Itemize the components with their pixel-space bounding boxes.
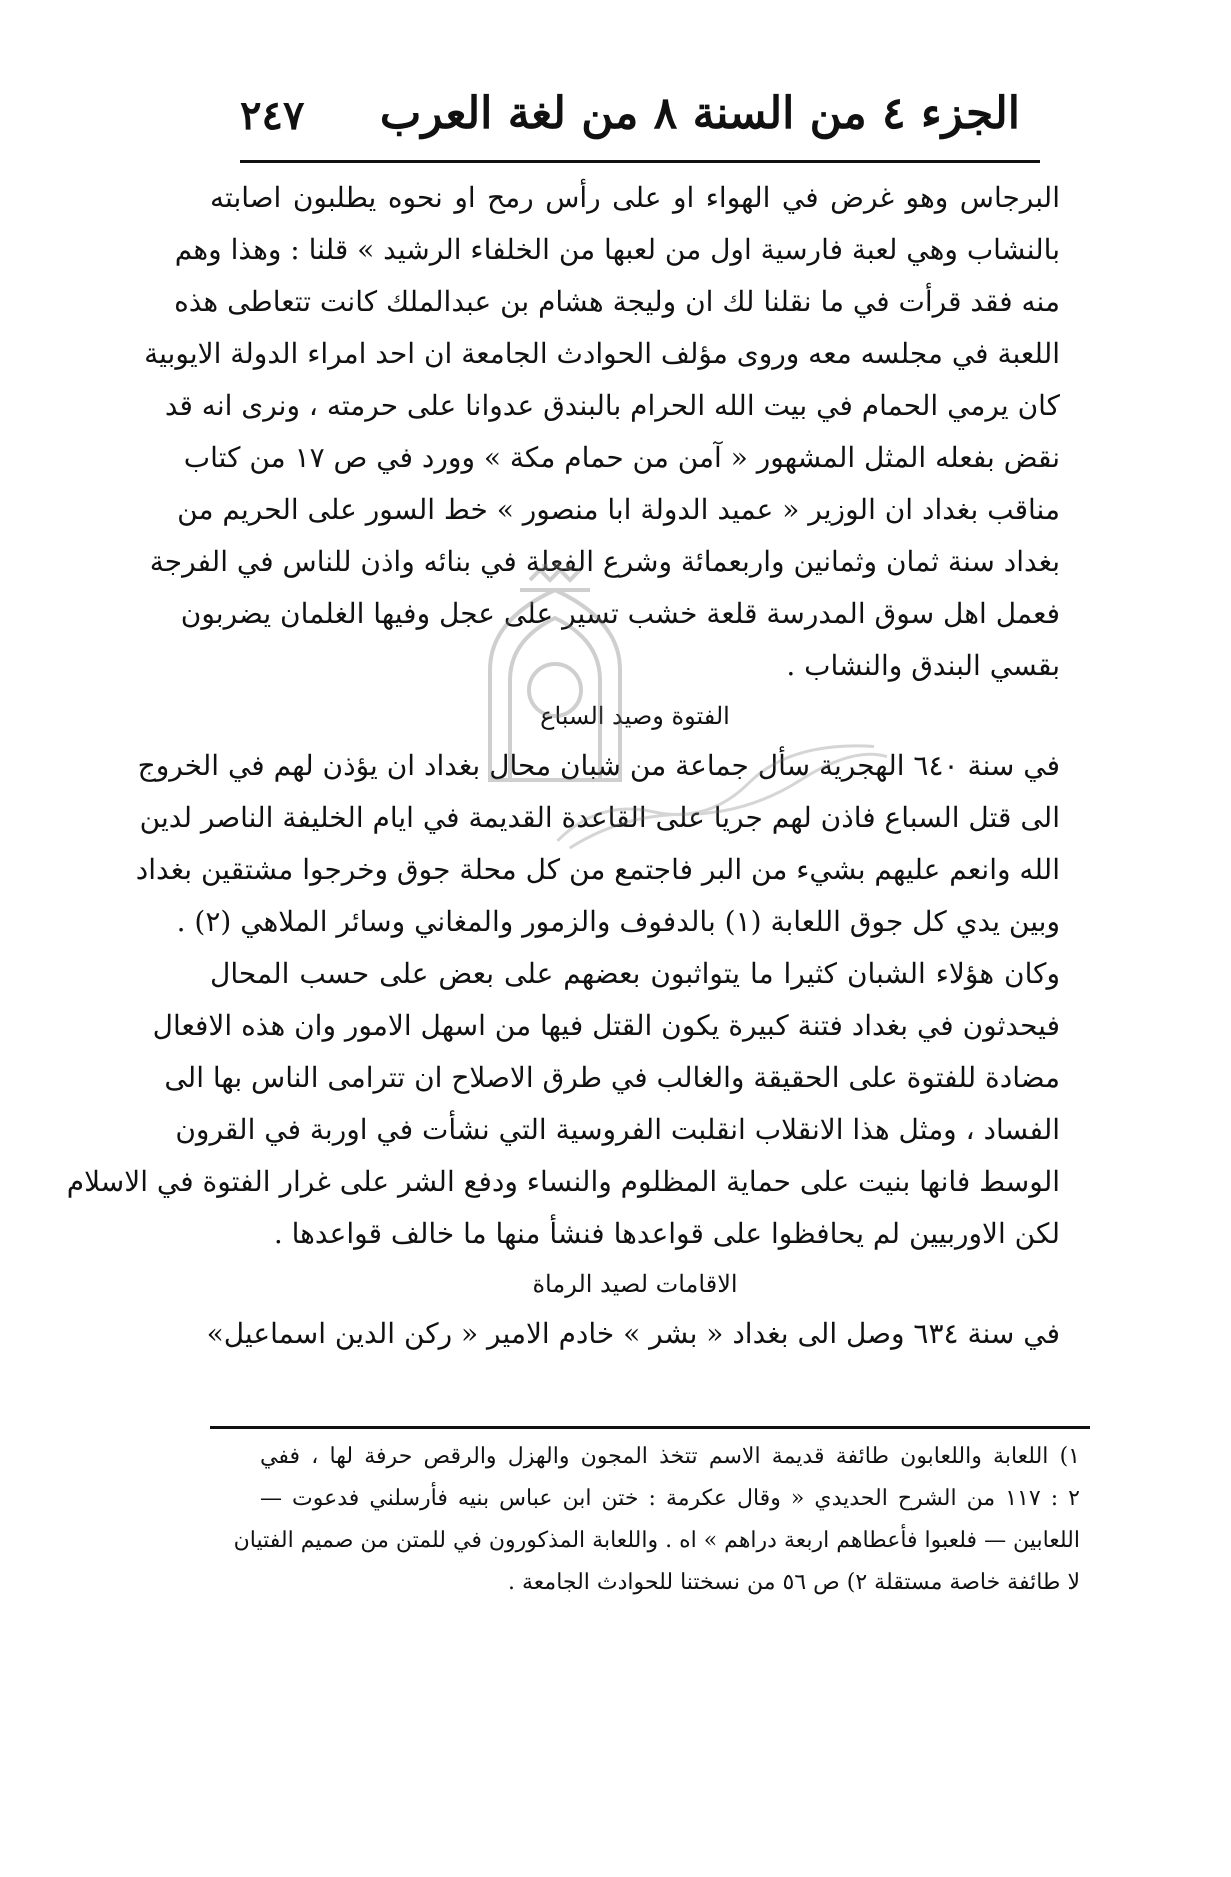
text-line: منه فقد قرأت في ما نقلنا لك ان وليجة هشام بن عبدالملك كانت تتعاطى هذه xyxy=(174,285,1060,318)
footnote-rule xyxy=(210,1426,1090,1429)
text-line: الوسط فانها بنيت على حماية المظلوم والنساء ودفع الشر على غرار الفتوة في الاسلام xyxy=(66,1165,1060,1198)
footnote-line: اللعابين — فلعبوا فأعطاهم اربعة دراهم » اه . واللعابة المذكورون في للمتن من صميم الفتيان xyxy=(233,1528,1080,1553)
page-number: ٢٤٧ xyxy=(240,92,305,139)
text-line: الى قتل السباع فاذن لهم جريا على القاعدة القديمة في ايام الخليفة الناصر لدين xyxy=(139,801,1060,834)
text-line: اللعبة في مجلسه معه وروى مؤلف الحوادث الجامعة ان احد امراء الدولة الايوبية xyxy=(144,337,1060,370)
section-heading: الفتوة وصيد السباع xyxy=(540,702,730,730)
text-line: الله وانعم عليهم بشيء من البر فاجتمع من كل محلة جوق وخرجوا مشتقين بغداد xyxy=(135,853,1060,886)
text-line: فيحدثون في بغداد فتنة كبيرة يكون القتل فيها من اسهل الامور وان هذه الافعال xyxy=(152,1009,1060,1042)
footnotes xyxy=(233,1436,1080,1604)
text-line: مناقب بغداد ان الوزير « عميد الدولة ابا منصور » خط السور على الحريم من xyxy=(177,493,1060,526)
text-line: البرجاس وهو غرض في الهواء او على رأس رمح او نحوه يطلبون اصابته xyxy=(210,181,1060,214)
text-line: كان يرمي الحمام في بيت الله الحرام بالبندق عدوانا على حرمته ، ونرى انه قد xyxy=(164,389,1060,422)
text-line: فعمل اهل سوق المدرسة قلعة خشب تسير على عجل وفيها الغلمان يضربون xyxy=(180,597,1060,630)
text-line: مضادة للفتوة على الحقيقة والغالب في طرق الاصلاح ان تترامى الناس بها الى xyxy=(164,1061,1060,1094)
library-seal-icon xyxy=(450,560,660,790)
text-line: بغداد سنة ثمان وثمانين واربعمائة وشرع الفعلة في بنائه واذن للناس في الفرجة xyxy=(149,545,1060,578)
header-title: الجزء ٤ من السنة ٨ من لغة العرب xyxy=(379,88,1020,139)
text-line: في سنة ٦٤٠ الهجرية سأل جماعة من شبان محال بغداد ان يؤذن لهم في الخروج xyxy=(137,749,1060,782)
section-heading: الاقامات لصيد الرماة xyxy=(532,1270,738,1298)
text-line: بقسي البندق والنشاب . xyxy=(786,649,1060,682)
text-line: وكان هؤلاء الشبان كثيرا ما يتواثبون بعضهم على بعض على حسب المحال xyxy=(210,957,1060,990)
text-line: وبين يدي كل جوق اللعابة (١) بالدفوف والزمور والمغاني وسائر الملاهي (٢) . xyxy=(176,905,1060,938)
footnote-line: لا طائفة خاصة مستقلة ٢) ص ٥٦ من نسختنا للحوادث الجامعة . xyxy=(508,1570,1080,1595)
text-line: لكن الاوربيين لم يحافظوا على قواعدها فنشأ منها ما خالف قواعدها . xyxy=(273,1217,1060,1250)
text-line: نقض بفعله المثل المشهور « آمن من حمام مكة » وورد في ص ١٧ من كتاب xyxy=(183,441,1060,474)
header-rule xyxy=(240,160,1040,163)
running-header xyxy=(240,88,1020,158)
footnote-line: ٢ : ١١٧ من الشرح الحديدي « وقال عكرمة : ختن ابن عباس بنيه فأرسلني فدعوت — xyxy=(260,1486,1080,1511)
text-line: بالنشاب وهي لعبة فارسية اول من لعبها من الخلفاء الرشيد » قلنا : وهذا وهم xyxy=(174,233,1060,266)
text-line: في سنة ٦٣٤ وصل الى بغداد « بشر » خادم الامير « ركن الدين اسماعيل» xyxy=(206,1317,1060,1350)
text-line: الفساد ، ومثل هذا الانقلاب انقلبت الفروسية التي نشأت في اوربة في القرون xyxy=(175,1113,1060,1146)
footnote-line: ١) اللعابة واللعابون طائفة قديمة الاسم تتخذ المجون والهزل والرقص حرفة لها ، ففي xyxy=(260,1444,1080,1469)
